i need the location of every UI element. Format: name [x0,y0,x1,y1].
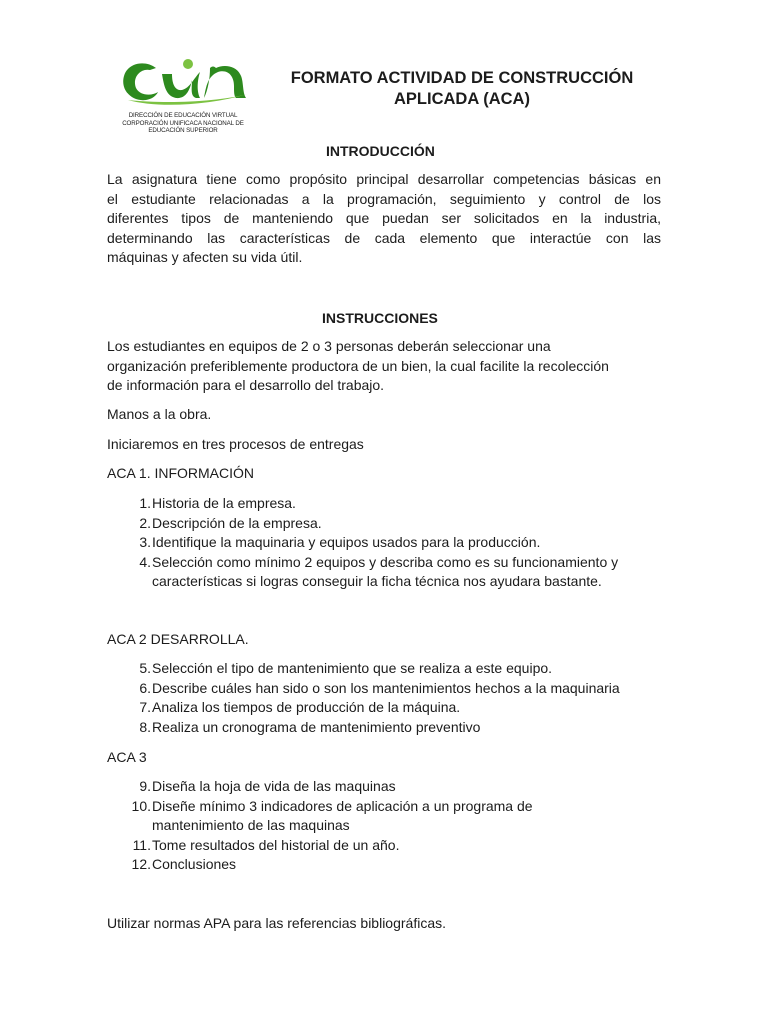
logo-caption-line: CORPORACIÓN UNIFICACA NACIONAL DE [122,119,244,127]
list-number: 4. [139,553,151,570]
list-number: 8. [139,718,151,735]
paragraph-line: máquinas y afecten su vida útil. [107,249,303,266]
list-item-text: Realiza un cronograma de mantenimiento preventivo [152,718,481,735]
list-item-text: Tome resultados del historial de un año. [152,836,400,853]
list-number: 1. [139,495,151,511]
list-item [107,533,667,553]
title-line: FORMATO ACTIVIDAD DE CONSTRUCCIÓN [290,69,634,87]
paragraph-line: organización preferiblemente productora de un bien, la cual facilite la recolección [107,357,609,374]
logo-caption-line: DIRECCIÓN DE EDUCACIÓN VIRTUAL [128,112,238,119]
institution-logo [112,56,254,144]
list-item-text: Analiza los tiempos de producción de la máquina. [152,699,461,716]
aca1-title: ACA 1. INFORMACIÓN [107,465,255,481]
list-item [107,777,667,797]
list-item-text: Historia de la empresa. [152,495,296,511]
aca2-list [107,659,667,737]
list-item [107,679,667,699]
manos-a-la-obra: Manos a la obra. [107,406,212,422]
list-item-text: Describe cuáles han sido o son los mantenimientos hechos a la maquinaria [152,679,620,696]
list-number: 12. [131,856,151,873]
list-item-text: Diseñe mínimo 3 indicadores de aplicación a un programa de [152,797,533,814]
paragraph-line: de información para el desarrollo del trabajo. [107,377,385,394]
list-item-text: Diseña la hoja de vida de las maquinas [152,778,396,794]
paragraph-line: Los estudiantes en equipos de 2 o 3 personas deberán seleccionar una [107,338,551,354]
paragraph-line: La asignatura tiene como propósito principal desarrollar competencias básicas en [107,171,661,187]
list-number: 6. [139,679,151,696]
list-item-text: Conclusiones [152,856,237,873]
list-item [107,553,667,592]
cun-logo-icon [116,56,254,108]
list-number: 11. [132,836,151,853]
title-line: APLICADA (ACA) [394,90,530,108]
list-number: 10. [131,797,151,814]
apa-note: Utilizar normas APA para las referencias bibliográficas. [107,915,447,931]
list-item-text: Selección el tipo de mantenimiento que se realiza a este equipo. [152,660,553,676]
aca3-title: ACA 3 [107,749,147,765]
list-item [107,698,667,718]
list-item [107,659,667,679]
list-number: 7. [139,699,151,716]
list-item-text: Selección como mínimo 2 equipos y describa como es su funcionamiento y [152,553,619,570]
instructions-heading: INSTRUCCIONES [322,310,438,326]
introduction-paragraph [107,170,661,268]
paragraph-line: determinando las características de cada elemento que interactúe con las [107,229,661,246]
logo-caption [112,112,254,135]
list-item [107,494,667,514]
aca1-list [107,494,667,592]
list-item [107,836,667,856]
list-number: 9. [139,778,151,794]
list-item [107,855,667,875]
entregas-intro: Iniciaremos en tres procesos de entregas [107,436,364,452]
introduction-heading: INTRODUCCIÓN [326,143,435,159]
list-item [107,514,667,534]
list-item [107,718,667,738]
list-number: 2. [139,514,151,531]
list-item-text: Identifique la maquinaria y equipos usados para la producción. [152,534,541,551]
list-number: 3. [139,534,151,551]
paragraph-line: diferentes tipos de manteniendo que puedan ser solicitados en la industria, [107,210,661,227]
aca3-list [107,777,667,875]
document-title [262,68,662,110]
list-item [107,797,667,836]
list-item-text: mantenimiento de las maquinas [152,817,350,834]
list-item-text: características si logras conseguir la ficha técnica nos ayudara bastante. [152,573,602,590]
aca2-title: ACA 2 DESARROLLA. [107,631,249,647]
list-number: 5. [139,660,151,676]
list-item-text: Descripción de la empresa. [152,514,322,531]
logo-caption-line: EDUCACIÓN SUPERIOR [148,127,218,135]
instructions-paragraph [107,337,661,396]
paragraph-line: el estudiante relacionadas a la programación, seguimiento y control de los [107,190,661,207]
